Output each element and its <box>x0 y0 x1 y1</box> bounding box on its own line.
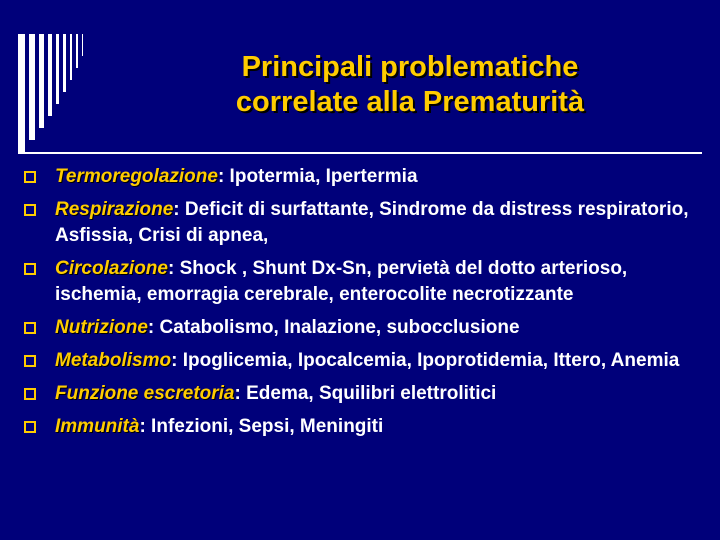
list-item <box>22 315 702 341</box>
item-text: Deficit di surfattante, Sindrome da distress respiratorio, Asfissia, Crisi di apnea, <box>55 199 689 246</box>
hollow-square-bullet-icon <box>24 322 36 334</box>
hollow-square-bullet-icon <box>24 204 36 216</box>
hollow-square-bullet-icon <box>24 263 36 275</box>
hollow-square-bullet-icon <box>24 388 36 400</box>
title-line-1: Principali problematiche <box>241 51 579 83</box>
item-text: Edema, Squilibri elettrolitici <box>240 383 497 404</box>
list-item <box>22 256 702 308</box>
list-item <box>22 348 702 374</box>
bullet-list <box>22 164 702 447</box>
slide-title <box>150 50 670 120</box>
list-item <box>22 164 702 190</box>
item-text: Ipoglicemia, Ipocalcemia, Ipoprotidemia, Ittero, Anemia <box>177 350 680 371</box>
item-term: Respirazione <box>55 199 174 220</box>
list-item <box>22 414 702 440</box>
item-term: Funzione escretoria <box>55 383 235 404</box>
item-text: Ipotermia, Ipertermia <box>224 166 418 187</box>
item-term: Nutrizione <box>55 317 148 338</box>
hollow-square-bullet-icon <box>24 171 36 183</box>
item-separator: : <box>139 416 146 437</box>
item-term: Circolazione <box>55 258 168 279</box>
item-text: Infezioni, Sepsi, Meningiti <box>145 416 384 437</box>
title-line-2: correlate alla Prematurità <box>235 86 585 118</box>
item-term: Metabolismo <box>55 350 172 371</box>
item-separator: : <box>173 199 180 220</box>
item-separator: : <box>167 258 175 279</box>
item-text: Shock , Shunt Dx-Sn, pervietà del dotto arterioso, ischemia, emorragia cerebrale, enterocolite necrotizzante <box>55 258 628 305</box>
item-separator: : <box>171 350 178 371</box>
list-item <box>22 381 702 407</box>
item-separator: : <box>234 383 241 404</box>
item-separator: : <box>217 166 225 187</box>
item-term: Termoregolazione <box>55 166 218 187</box>
hollow-square-bullet-icon <box>24 355 36 367</box>
item-text: Catabolismo, Inalazione, subocclusione <box>154 317 520 338</box>
title-divider-line <box>18 152 702 154</box>
decorative-vertical-line <box>18 34 20 154</box>
item-term: Immunità <box>55 416 140 437</box>
item-separator: : <box>147 317 155 338</box>
hollow-square-bullet-icon <box>24 421 36 433</box>
list-item <box>22 197 702 249</box>
